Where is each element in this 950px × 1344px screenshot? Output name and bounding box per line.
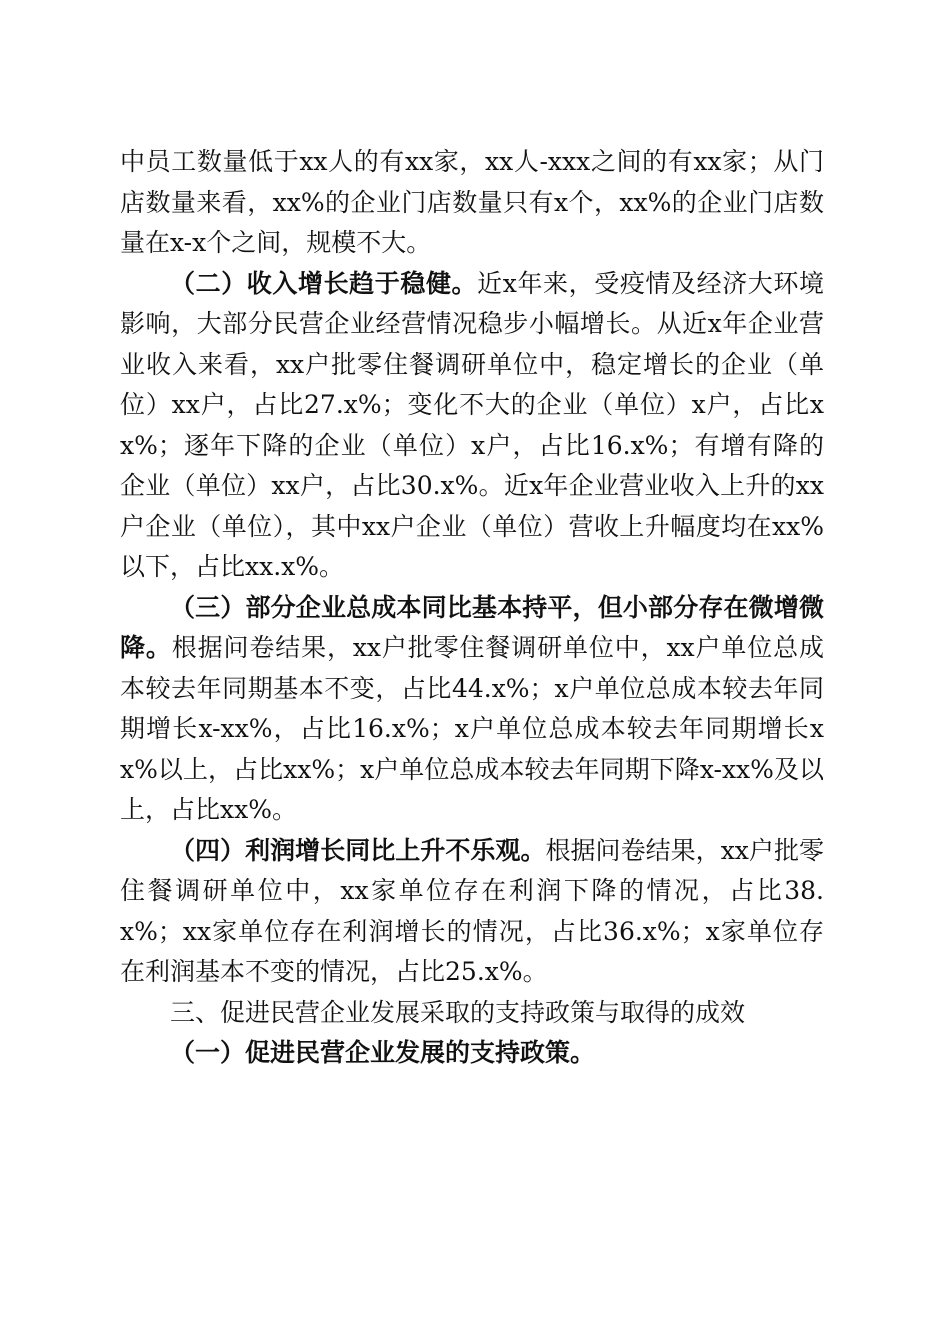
paragraph-text: 近x年来，受疫情及经济大环境影响，大部分民营企业经营情况稳步小幅增长。从近x年企业营业收入来看，xx户批零住餐调研单位中，稳定增长的企业（单位）xx户，占比27.x%；变化不大的企业（单位）x户，占比xx%；逐年下降的企业（单位）x户，占比16.x%；有增有降的企业（单位）xx户，占比30.x%。近x年企业营业收入上升的xx户企业（单位），其中xx户企业（单位）营收上升幅度均在xx%以下，占比xx.x%。 (120, 268, 824, 581)
paragraph-lead: （二）收入增长趋于稳健。 (170, 268, 478, 298)
paragraph-profit-growth (120, 831, 824, 993)
section-heading: 三、促进民营企业发展采取的支持政策与取得的成效 (170, 997, 746, 1027)
paragraph-revenue-growth (120, 264, 824, 588)
paragraph-staff-and-stores (120, 142, 824, 264)
paragraph-lead: （三）部分企业总成本同比基本持平，但小部分存在微增微降。 (120, 592, 824, 662)
document-body (120, 142, 824, 1074)
paragraph-text: 中员工数量低于xx人的有xx家，xx人-xxx之间的有xx家；从门店数量来看，xx%的企业门店数量只有x个，xx%的企业门店数量在x-x个之间，规模不大。 (120, 147, 824, 257)
sub-heading: （一）促进民营企业发展的支持政策。 (170, 1038, 596, 1067)
paragraph-text: 根据问卷结果，xx户批零住餐调研单位中，xx家单位存在利润下降的情况，占比38.x%；xx家单位存在利润增长的情况，占比36.x%；x家单位存在利润基本不变的情况，占比25.x%。 (120, 835, 824, 986)
paragraph-lead: （四）利润增长同比上升不乐观。 (170, 835, 546, 865)
paragraph-total-cost (120, 588, 824, 831)
paragraph-text: 根据问卷结果，xx户批零住餐调研单位中，xx户单位总成本较去年同期基本不变，占比44.x%；x户单位总成本较去年同期增长x-xx%，占比16.x%；x户单位总成本较去年同期增长xx%以上，占比xx%；x户单位总成本较去年同期下降x-xx%及以上，占比xx%。 (120, 633, 824, 824)
